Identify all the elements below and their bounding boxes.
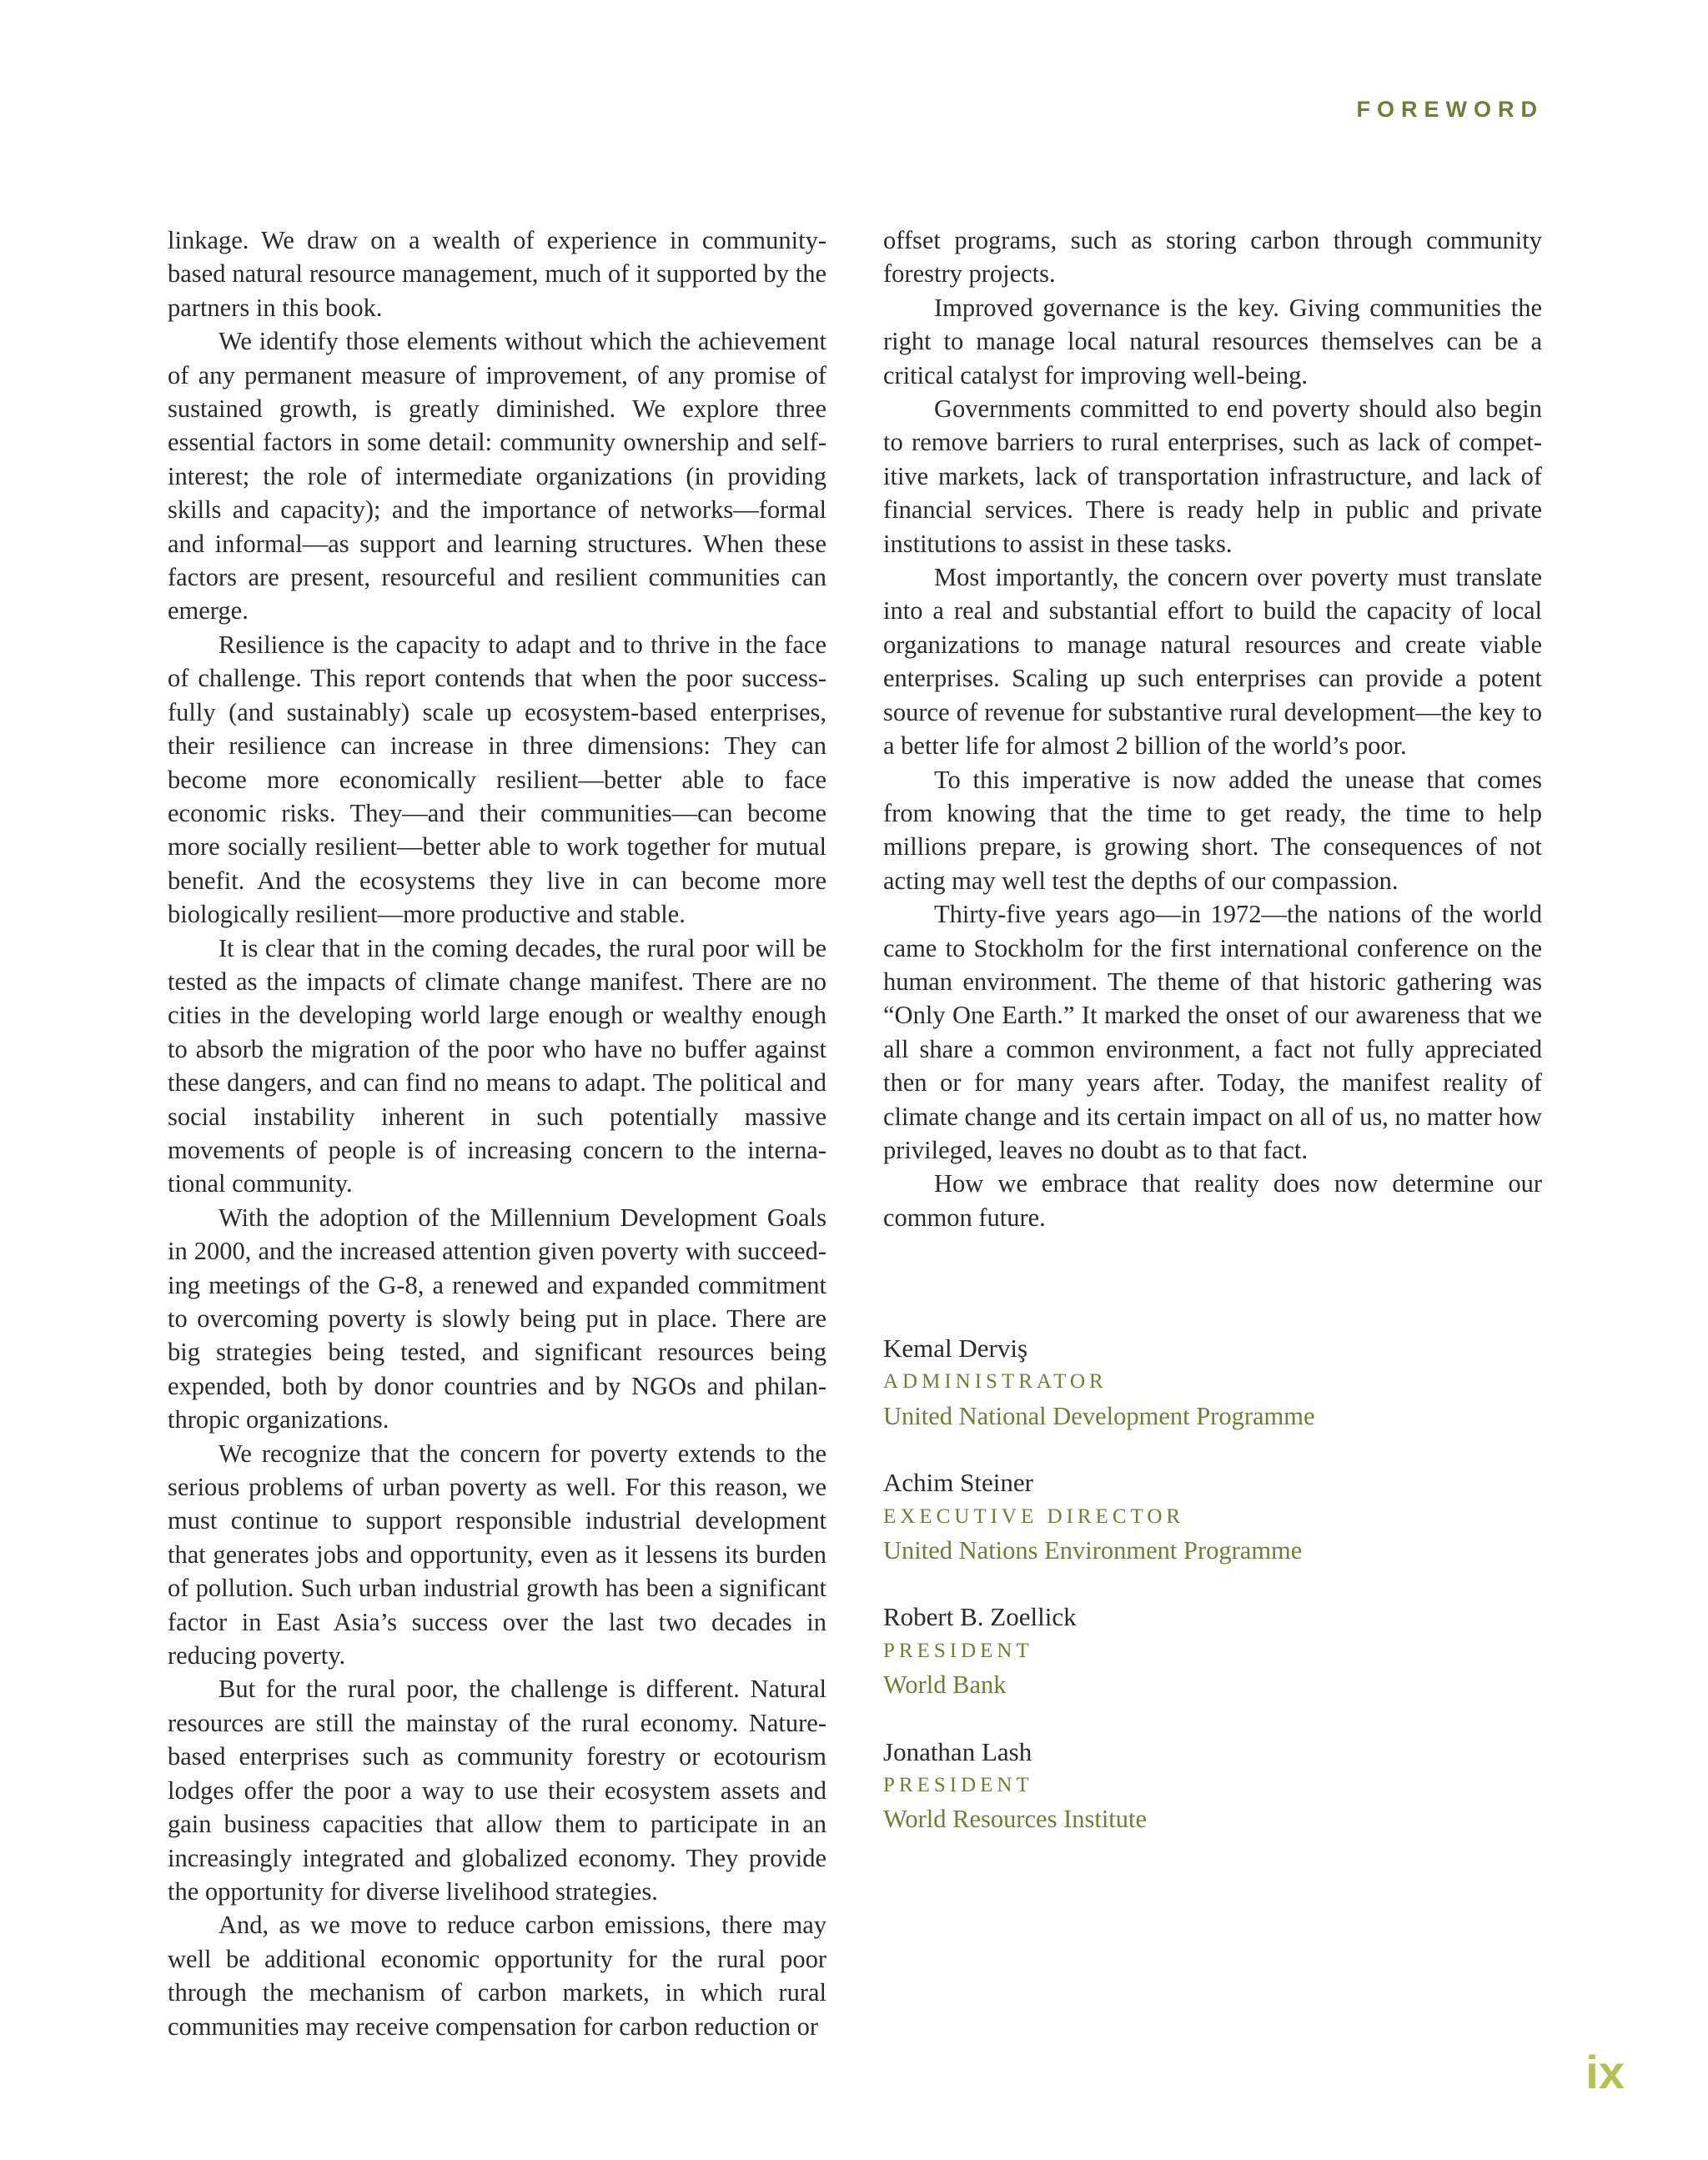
signatory-organization: United Nations Environment Programme — [883, 1536, 1303, 1565]
signatory — [883, 1600, 1550, 1701]
signatory-name: Robert B. Zoellick — [883, 1602, 1077, 1632]
paragraph: And, as we move to reduce carbon emissions, there may well be additional economic opportunity for the rural poor through the mechanism of carbon markets, in which rural communities may receive compensation for carbon reduction or — [168, 1911, 826, 2041]
paragraph: How we embrace that reality does now determine our common future. — [883, 1169, 1542, 1232]
signatory — [883, 1332, 1550, 1433]
paragraph: Thirty-five years ago—in 1972—the nations of the world came to Stockholm for the first international conference on the human environment. The theme of that historic gathering was “Only One Earth.” It marked the onset of our awareness that we all share a common environment, a fact not fully appreciated then or for many years after. Today, the manifest reality of climate change and its certain impact on all of us, no matter how privileged, leaves no doubt as to that fact. — [883, 900, 1542, 1164]
paragraph: We identify those elements without which the achievement of any permanent measure of improvement, of any promise of sustained growth, is greatly diminished. We explore three essential factors in some detail: community ownership and self-interest; the role of intermediate organizations (in providing skills and capacity); and the importance of networks—formal and informal—as support and learning structures. When these factors are present, resourceful and resilient communities can emerge. — [168, 327, 826, 625]
signatory-title: PRESIDENT — [883, 1639, 1033, 1662]
paragraph: But for the rural poor, the challenge is different. Natural resources are still the mainstay of the rural economy. Nature-based enterprises such as community forestry or ecotourism lodges offer the poor a way to use their ecosystem assets and gain business capacities that allow them to participate in an increasingly integrated and globalized economy. They provide the opportunity for diverse livelihood strategies. — [168, 1675, 826, 1906]
signatory-name: Achim Steiner — [883, 1468, 1033, 1498]
paragraph: Improved governance is the key. Giving communities the right to manage local natural resources themselves can be a critical catalyst for improving well-being. — [883, 293, 1542, 389]
right-text-column — [883, 224, 1542, 1234]
signatory-organization: United National Development Programme — [883, 1401, 1315, 1430]
paragraph: Most importantly, the concern over poverty must translate into a real and substantial effort to build the capacity of local organizations to manage natural resources and create viable enterprises. Scaling up such enterprises can provide a potent source of revenue for substantive rural development—the key to a better life for almost 2 billion of the world’s poor. — [883, 563, 1542, 761]
paragraph: Resilience is the capacity to adapt and to thrive in the face of challenge. This report contends that when the poor successfully (and sustainably) scale up ecosystem-based enterprises, their resilience can increase in three dimensions: They can become more economically resilient—better able to face economic risks. They—and their communities—can become more socially resilient—better able to work together for mutual benefit. And the ecosystems they live in can become more biologically resilient—more productive and stable. — [168, 630, 826, 929]
paragraph: With the adoption of the Millennium Development Goals in 2000, and the increased attention given poverty with succeeding meetings of the G-8, a renewed and expanded commitment to overcoming poverty is slowly being put in place. There are big strategies being tested, and significant resources being expended, both by donor countries and by NGOs and philanthropic organizations. — [168, 1203, 826, 1434]
signatory-title: EXECUTIVE DIRECTOR — [883, 1504, 1185, 1528]
page-number: ix — [1585, 2046, 1625, 2098]
signatory — [883, 1736, 1550, 1836]
left-text-column — [168, 224, 826, 2043]
signatory-title: ADMINISTRATOR — [883, 1370, 1108, 1394]
paragraph: We recognize that the concern for poverty extends to the serious problems of urban poverty as well. For this reason, we must continue to support responsible industrial development that generates jobs and opportunity, even as it lessens its burden of pollution. Such urban industrial growth has been a significant factor in East Asia’s success over the last two decades in reducing poverty. — [168, 1439, 826, 1670]
paragraph: offset programs, such as storing carbon through community forestry projects. — [883, 226, 1542, 289]
signatory — [883, 1466, 1550, 1567]
signatory-organization: World Bank — [883, 1670, 1007, 1700]
paragraph: It is clear that in the coming decades, the rural poor will be tested as the impacts of climate change manifest. There are no cities in the developing world large enough or wealthy enough to absorb the migration of the poor who have no buffer against these dangers, and can find no means to adapt. The political and social instability inherent in such potentially massive movements of people is of increasing concern to the international community. — [168, 933, 826, 1198]
paragraph: Governments committed to end poverty should also begin to remove barriers to rural enterprises, such as lack of competitive markets, lack of transportation infrastructure, and lack of financial services. There is ready help in public and private institutions to assist in these tasks. — [883, 394, 1542, 558]
signatory-title: PRESIDENT — [883, 1774, 1033, 1797]
signatory-name: Jonathan Lash — [883, 1736, 1032, 1766]
signatory-name: Kemal Derviş — [883, 1334, 1028, 1363]
running-header: FOREWORD — [1356, 97, 1544, 122]
signature-block — [883, 1332, 1550, 1870]
paragraph: To this imperative is now added the unease that comes from knowing that the time to get ready, the time to help millions prepare, is growing short. The consequences of not acting may well test the depths of our compassion. — [883, 765, 1542, 895]
paragraph: linkage. We draw on a wealth of experience in community-based natural resource management, much of it supported by the partners in this book. — [168, 226, 826, 322]
signatory-organization: World Resources Institute — [883, 1805, 1148, 1834]
